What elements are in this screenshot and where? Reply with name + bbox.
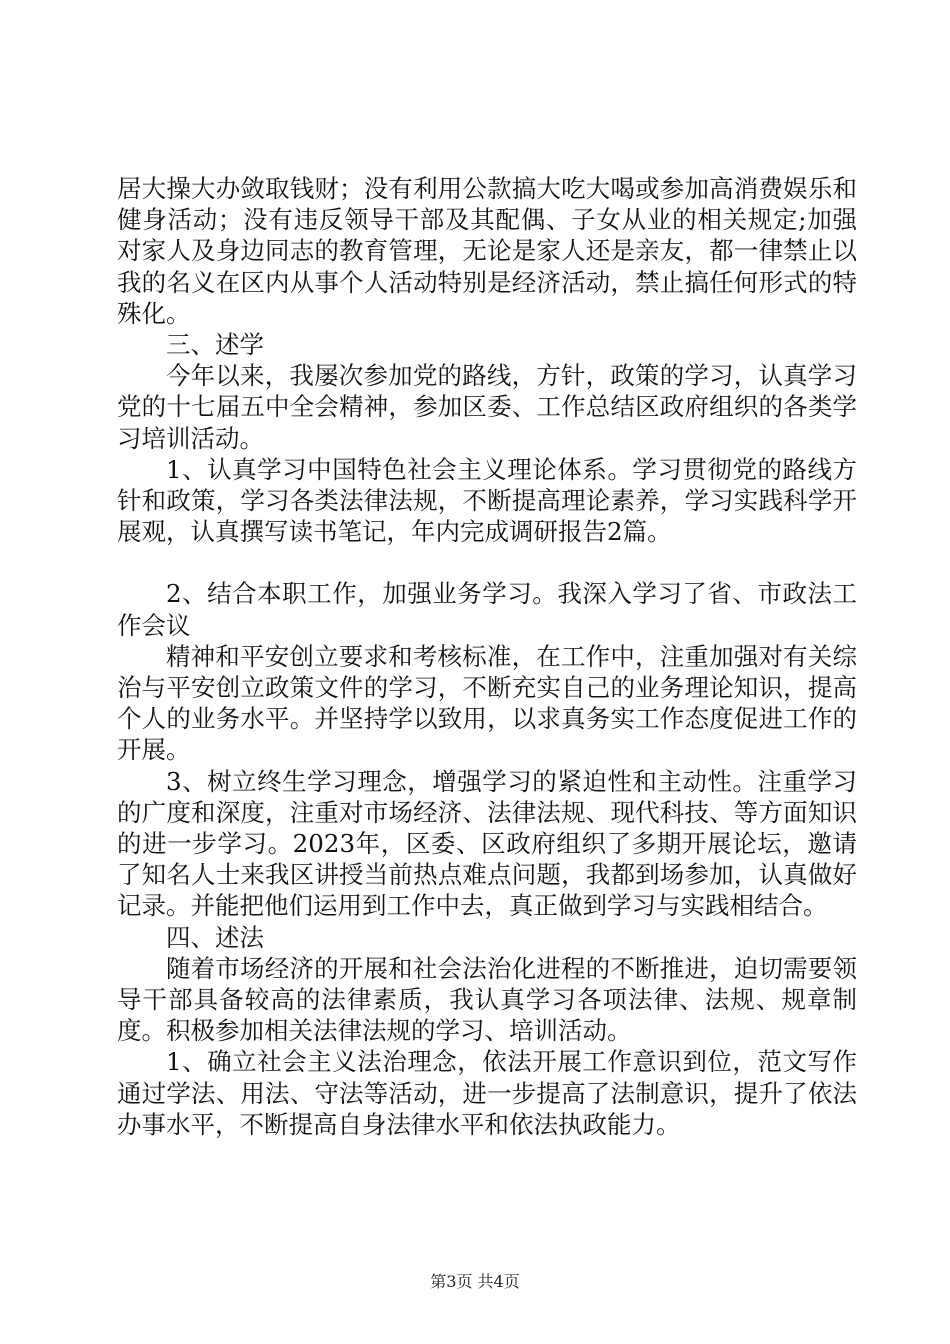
paragraph-law-intro: 随着市场经济的开展和社会法治化进程的不断推进，迫切需要领导干部具备较高的法律素质，我认真学习各项法律、法规、规章制度。积极参加相关法律法规的学习、培训活动。: [117, 953, 857, 1046]
paragraph-integrity-conclusion: 居大操大办敛取钱财；没有利用公款搞大吃大喝或参加高消费娱乐和健身活动；没有违反领导干部及其配偶、子女从业的相关规定;加强对家人及身边同志的教育管理，无论是家人还是亲友，都一律禁止以我的名义在区内从事个人活动特别是经济活动，禁止搞任何形式的特殊化。: [117, 174, 857, 328]
document-body: [117, 173, 857, 1140]
paragraph-study-item-1: 1、认真学习中国特色社会主义理论体系。学习贯彻党的路线方针和政策，学习各类法律法规，不断提高理论素养，学习实践科学开展观，认真撰写读书笔记，年内完成调研报告2篇。: [117, 454, 857, 547]
section-heading-study: 三、述学: [166, 330, 264, 360]
paragraph-study-item-2: 2、结合本职工作，加强业务学习。我深入学习了省、市政法工作会议: [117, 579, 857, 640]
page-number-footer: 第3页 共4页: [430, 1272, 520, 1291]
paragraph-study-intro: 今年以来，我屡次参加党的路线，方针，政策的学习，认真学习党的十七届五中全会精神，参加区委、工作总结区政府组织的各类学习培训活动。: [117, 361, 857, 453]
paragraph-law-item-1: 1、确立社会主义法治理念，依法开展工作意识到位，范文写作通过学法、用法、守法等活动，进一步提高了法制意识，提升了依法办事水平，不断提高自身法律水平和依法执政能力。: [117, 1047, 857, 1139]
section-heading-law: 四、述法: [166, 922, 264, 952]
paragraph-study-item-3: 3、树立终生学习理念，增强学习的紧迫性和主动性。注重学习的广度和深度，注重对市场经济、法律法规、现代科技、等方面知识的进一步学习。2023年，区委、区政府组织了多期开展论坛，邀请了知名人士来我区讲授当前热点难点问题，我都到场参加，认真做好记录。并能把他们运用到工作中去，真正做到学习与实践相结合。: [117, 766, 857, 921]
paragraph-study-item-2-continued: 精神和平安创立要求和考核标准，在工作中，注重加强对有关综治与平安创立政策文件的学习，不断充实自己的业务理论知识，提高个人的业务水平。并坚持学以致用，以求真务实工作态度促进工作的开展。: [117, 641, 857, 765]
